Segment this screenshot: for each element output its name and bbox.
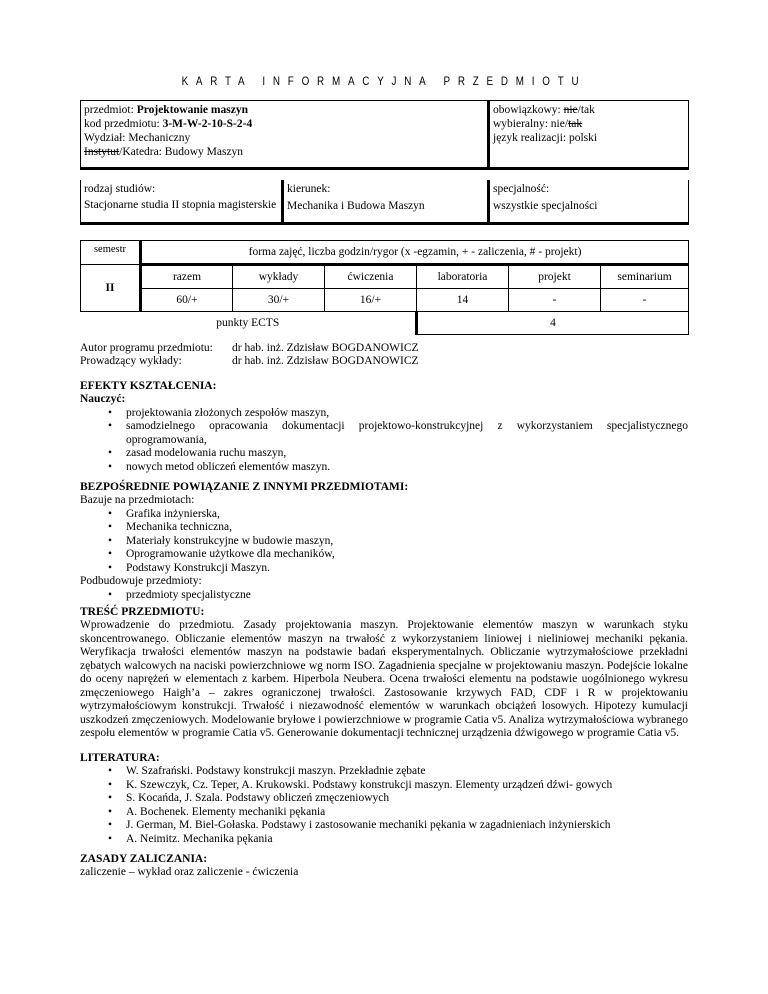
val-wyklady: 30/+ [233,289,325,312]
val-cwiczenia: 16/+ [325,289,417,312]
col-seminarium: seminarium [601,265,689,289]
val-projekt: - [509,289,601,312]
powiazanie-section [80,480,688,602]
list-item: • Podstawy Konstrukcji Maszyn. [126,562,688,576]
literatura-section [80,751,688,846]
forma-header: forma zajęć, liczba godzin/rygor (x -egzamin, + - zaliczenia, # - projekt) [141,241,689,265]
tresc-text: Wprowadzenie do przedmiotu. Zasady projektowania maszyn. Projektowanie elementów maszyn w warunkach styku skoncentrowanego. Obliczanie elementów maszyn na trwałość z wykorzystaniem liniowej i nieliniowej mechaniki pękania. Weryfikacja trwałości elementów maszyn na podstawie badań eksperymentalnych. Obliczanie wytrzymałościowe przekładni zębatych walcowych na naciski powierzchniowe wg norm ISO. Zagadnienia specjalne w projektowaniu maszyn. Podejście lokalne do oceny naprężeń w elementach z karbem. Hiperbola Neubera. Ocena trwałości elementu na podstawie uogólnionego wykresu zmęczeniowego Haigh’a – zakres ograniczonej trwałości. Zastosowanie krzywych FAD, CDF i R w projektowaniu wytrzymałościowym konstrukcji. Trwałość i niezawodność elementów w warunkach obciążeń losowych. Hipotezy kumulacji uszkodzeń zmęczeniowych. Modelowanie bryłowe i powierzchniowe w programie Catia v5. Analiza wytrzymałościowa wybranego zespołu elementów w programie Catia v5. Generowanie dokumentacji technicznej urządzenia dźwigowego w programie Catia v5. [80,619,688,739]
jezyk-text: język realizacji: polski [493,132,598,144]
literatura-list [80,765,688,846]
podbudowuje-label: Podbudowuje przedmioty: [80,575,202,587]
bazuje-label: Bazuje na przedmiotach: [80,494,195,506]
efekty-heading: EFEKTY KSZTAŁCENIA: [80,380,217,392]
efekty-sub: Nauczyć: [80,393,126,405]
list-item: • Materiały konstrukcyjne w budowie maszyn, [126,535,688,549]
semestr-value: II [81,265,141,312]
list-item: • K. Szewczyk, Cz. Teper, A. Krukowski. Podstawy konstrukcji maszyn. Elementy urządzeń dźwi- gowych [126,779,688,793]
literatura-heading: LITERATURA: [80,752,160,764]
wybieralny-label: wybieralny: nie/ [493,118,569,130]
rodzaj-cell [81,180,283,224]
obowiazkowy-struck: nie [563,104,578,116]
wydzial-text: Wydział: Mechaniczny [84,132,191,144]
val-razem: 60/+ [141,289,233,312]
tresc-heading: TREŚĆ PRZEDMIOTU: [80,606,205,618]
specjalnosc-value: wszystkie specjalności [493,200,598,212]
specjalnosc-label: specjalność: [493,183,550,195]
rodzaj-value: Stacjonarne studia II stopnia magisterskie [84,199,277,211]
semestr-header: semestr [81,241,141,265]
efekty-list [80,407,688,475]
val-seminarium: - [601,289,689,312]
list-item: • A. Neimitz. Mechanika pękania [126,833,688,847]
zasady-heading: ZASADY ZALICZANIA: [80,853,208,865]
efekty-section [80,379,688,474]
ects-value: 4 [417,312,689,335]
przedmiot-label: przedmiot: [84,104,137,116]
list-item: • samodzielnego opracowania dokumentacji projektowo-konstrukcyjnej z wykorzystaniem specjalistycznego oprogramowania, [126,420,688,447]
autor-label: Autor programu przedmiotu: [80,342,213,354]
obowiazkowy-rest: /tak [577,104,595,116]
col-laboratoria: laboratoria [417,265,509,289]
przedmiot-value: Projektowanie maszyn [136,104,248,116]
rodzaj-label: rodzaj studiów: [84,183,156,195]
col-cwiczenia: ćwiczenia [325,265,417,289]
katedra-text: /Katedra: Budowy Maszyn [119,146,244,158]
zasady-section [80,852,688,880]
col-wyklady: wykłady [233,265,325,289]
obowiazkowy-label: obowiązkowy: [493,104,564,116]
wybieralny-struck: tak [568,118,583,130]
list-item: • Mechanika techniczna, [126,521,688,535]
list-item: • nowych metod obliczeń elementów maszyn. [126,461,688,475]
col-razem: razem [141,265,233,289]
kierunek-label: kierunek: [287,183,331,195]
list-item: • A. Bochenek. Elementy mechaniki pękania [126,806,688,820]
val-laboratoria: 14 [417,289,509,312]
instytut-struck: Instytut [84,146,120,158]
study-table [80,180,689,225]
kierunek-cell [283,180,489,224]
bazuje-list [80,508,688,576]
podbudowuje-list [80,589,688,603]
kod-label: kod przedmiotu: [84,118,163,130]
list-item: • Grafika inżynierska, [126,508,688,522]
hours-table [80,240,689,335]
ects-label: punkty ECTS [81,312,417,335]
list-item: • zasad modelowania ruchu maszyn, [126,447,688,461]
powiazanie-heading: BEZPOŚREDNIE POWIĄZANIE Z INNYMI PRZEDMIOTAMI: [80,481,409,493]
tresc-section [80,605,688,741]
specjalnosc-cell [489,180,689,224]
prowadzacy-value: dr hab. inż. Zdzisław BOGDANOWICZ [232,355,419,367]
autor-value: dr hab. inż. Zdzisław BOGDANOWICZ [232,342,419,354]
status-cell [489,101,689,169]
subject-info-cell [81,101,489,169]
kierunek-value: Mechanika i Budowa Maszyn [287,200,425,212]
list-item: • J. German, M. Biel-Gołaska. Podstawy i zastosowanie mechaniki pękania w zagadnieniach inżynierskich [126,819,688,833]
subject-header-table [80,100,689,170]
list-item: • Oprogramowanie użytkowe dla mechaników, [126,548,688,562]
kod-value: 3-M-W-2-10-S-2-4 [162,118,253,130]
zasady-text: zaliczenie – wykład oraz zaliczenie - ćwiczenia [80,866,299,878]
list-item: • projektowania złożonych zespołów maszyn, [126,407,688,421]
prowadzacy-label: Prowadzący wykłady: [80,355,182,367]
list-item: • W. Szafrański. Podstawy konstrukcji maszyn. Przekładnie zębate [126,765,688,779]
document-title: KARTA INFORMACYJNA PRZEDMIOTU [181,74,587,88]
list-item: • przedmioty specjalistyczne [126,589,688,603]
list-item: • S. Kocańda, J. Szala. Podstawy obliczeń zmęczeniowych [126,792,688,806]
col-projekt: projekt [509,265,601,289]
